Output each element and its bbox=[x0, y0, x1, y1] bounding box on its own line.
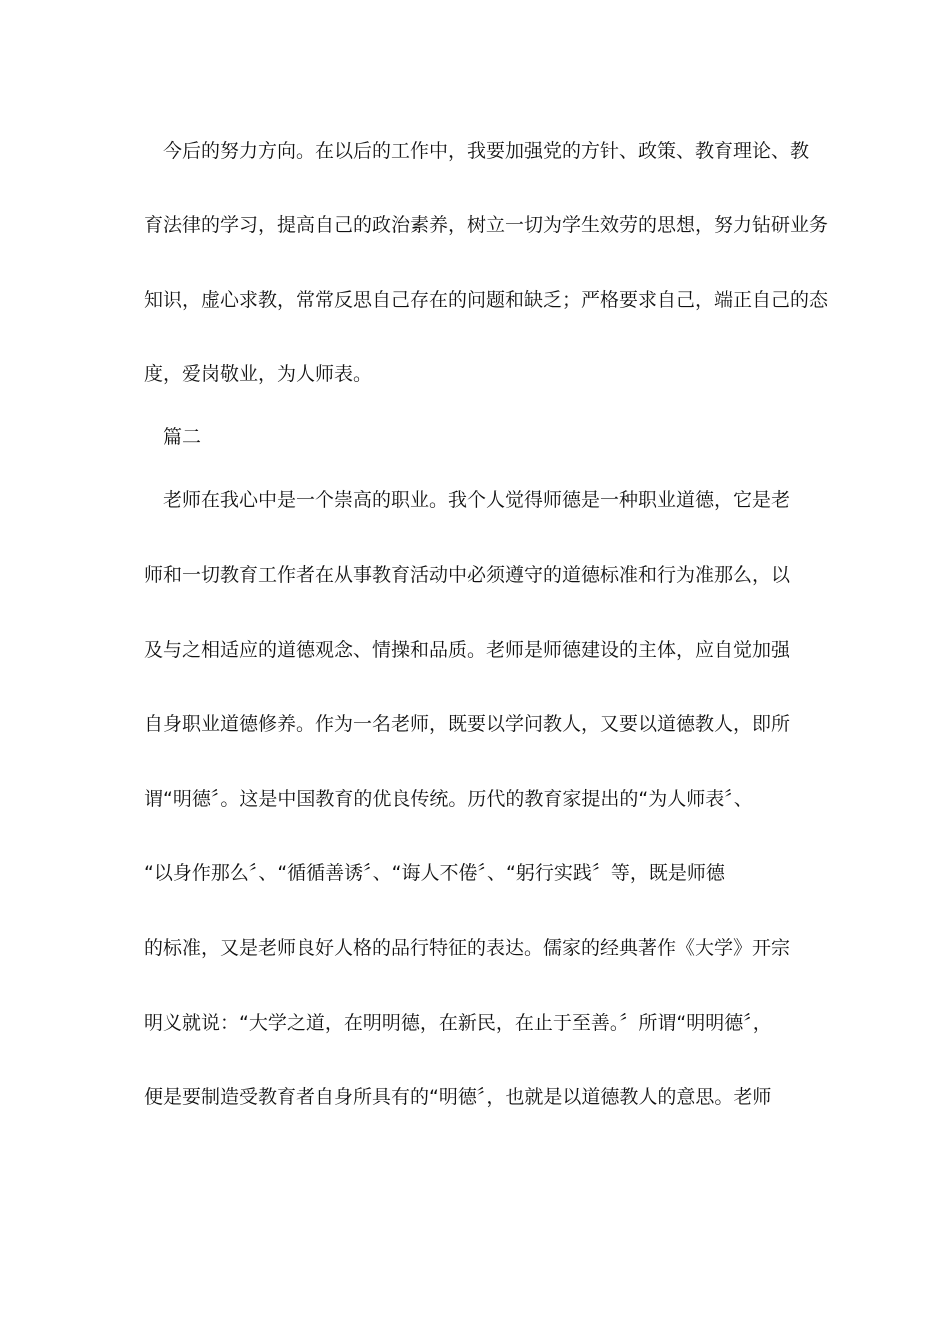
paragraph-line: 今后的努力方向。在以后的工作中，我要加强党的方针、政策、教育理论、教 bbox=[163, 140, 810, 162]
paragraph-line: 知识，虚心求教，常常反思自己存在的问题和缺乏；严格要求自己，端正自己的态 bbox=[144, 289, 829, 311]
paragraph-line: 老师在我心中是一个崇高的职业。我个人觉得师德是一种职业道德，它是老 bbox=[163, 489, 791, 511]
paragraph-line: 及与之相适应的道德观念、情操和品质。老师是师德建设的主体，应自觉加强 bbox=[144, 639, 791, 661]
paragraph-line: 度，爱岗敬业，为人师表。 bbox=[144, 363, 373, 385]
section-heading: 篇二 bbox=[163, 426, 202, 448]
paragraph-line: 的标准，又是老师良好人格的品行特征的表达。儒家的经典著作《大学》开宗 bbox=[144, 937, 791, 959]
paragraph-line: 便是要制造受教育者自身所具有的“明德〞，也就是以道德教人的意思。老师 bbox=[144, 1086, 772, 1108]
paragraph-line: 师和一切教育工作者在从事教育活动中必须遵守的道德标准和行为准那么，以 bbox=[144, 564, 791, 586]
paragraph-line: 自身职业道德修养。作为一名老师，既要以学问教人，又要以道德教人，即所 bbox=[144, 713, 791, 735]
paragraph-line: 明义就说：“大学之道，在明明德，在新民，在止于至善。〞所谓“明明德〞， bbox=[144, 1012, 772, 1034]
paragraph-line: 谓“明德〞。这是中国教育的优良传统。历代的教育家提出的“为人师表〞、 bbox=[144, 788, 753, 810]
paragraph-line: 育法律的学习，提高自己的政治素养，树立一切为学生效劳的思想，努力钻研业务 bbox=[144, 214, 829, 236]
paragraph-line: “以身作那么〞、“循循善诱〞、“诲人不倦〞、“躬行实践〞等，既是师德 bbox=[144, 862, 725, 884]
